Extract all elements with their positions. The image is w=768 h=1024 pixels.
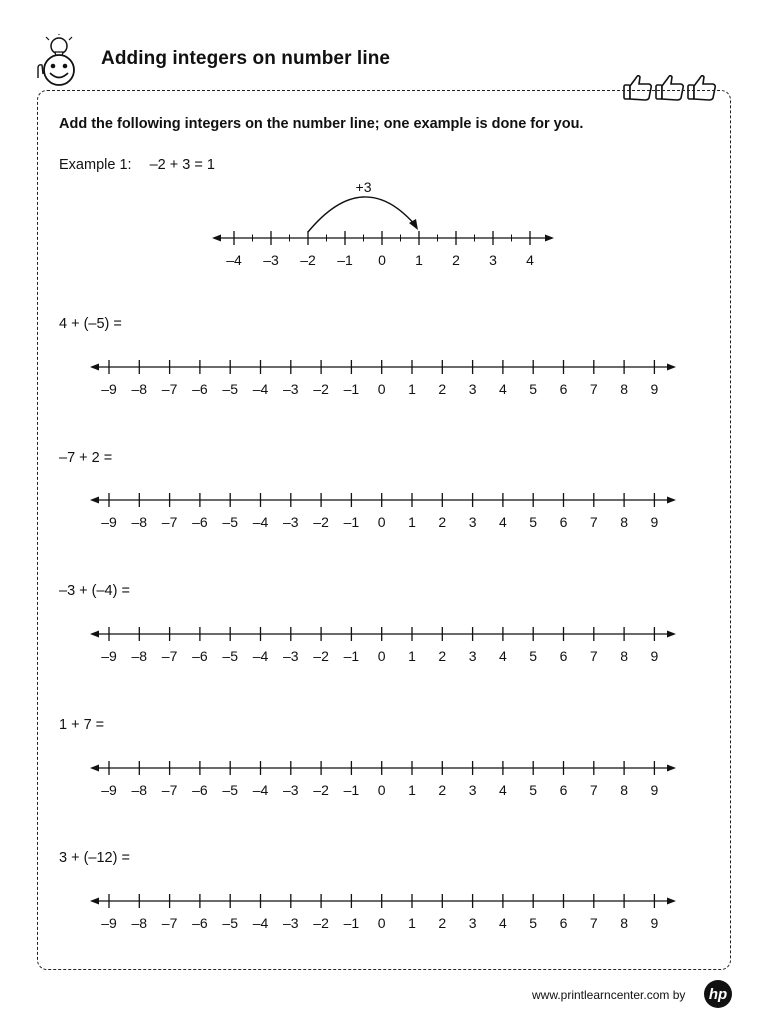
tick-label: –3 <box>283 381 299 397</box>
tick-label: 0 <box>377 381 386 397</box>
tick-label: 6 <box>559 648 568 664</box>
tick-label: –8 <box>131 514 148 530</box>
tick-label: 8 <box>620 915 628 931</box>
hp-logo-text: hp <box>708 986 728 1003</box>
tick-label: –5 <box>222 915 238 931</box>
tick-label: –9 <box>101 648 117 664</box>
tick-label: –3 <box>283 915 299 931</box>
tick-label: –6 <box>192 648 208 664</box>
tick-label: –3 <box>263 252 279 268</box>
tick-label: 6 <box>559 915 568 931</box>
tick-label: –4 <box>252 648 269 664</box>
tick-label: 3 <box>468 381 477 397</box>
tick-label: 2 <box>438 782 447 798</box>
right-arrow-icon <box>667 898 676 905</box>
tick-label: 9 <box>650 514 659 530</box>
tick-label: 9 <box>650 381 659 397</box>
tick-label: –6 <box>192 915 208 931</box>
example-equation: –2 + 3 = 1 <box>149 157 215 173</box>
instructions: Add the following integers on the number line; one example is done for you. <box>59 116 584 132</box>
tick-label: 2 <box>438 915 447 931</box>
tick-label: 0 <box>377 648 386 664</box>
tick-label: –8 <box>131 782 148 798</box>
left-arrow-icon <box>212 235 221 242</box>
tick-label: 8 <box>620 514 628 530</box>
tick-label: 4 <box>526 252 534 268</box>
tick-label: –5 <box>222 782 238 798</box>
tick-label: 3 <box>468 648 477 664</box>
tick-label: –9 <box>101 514 117 530</box>
tick-label: 9 <box>650 782 659 798</box>
tick-label: 3 <box>489 252 497 268</box>
tick-label: –6 <box>192 514 208 530</box>
tick-label: 1 <box>408 648 416 664</box>
tick-label: –5 <box>222 381 238 397</box>
problem-prompt-3: –3 + (–4) = <box>59 583 130 599</box>
tick-label: 7 <box>589 514 598 530</box>
tick-label: 5 <box>529 514 538 530</box>
tick-label: 1 <box>408 915 416 931</box>
right-arrow-icon <box>667 631 676 638</box>
tick-label: –4 <box>252 915 269 931</box>
tick-label: –8 <box>131 381 148 397</box>
example-title: Example 1: <box>59 157 132 173</box>
tick-label: 0 <box>377 514 386 530</box>
tick-label: –8 <box>131 915 148 931</box>
tick-label: –6 <box>192 782 208 798</box>
tick-label: –1 <box>343 381 360 397</box>
tick-label: 4 <box>499 381 507 397</box>
tick-label: –9 <box>101 915 117 931</box>
right-arrow-icon <box>667 765 676 772</box>
right-arrow-icon <box>667 497 676 504</box>
tick-label: –8 <box>131 648 148 664</box>
tick-label: –3 <box>283 648 299 664</box>
tick-label: 2 <box>452 252 460 268</box>
tick-label: –1 <box>343 514 360 530</box>
tick-label: –9 <box>101 782 117 798</box>
tick-label: 2 <box>438 514 447 530</box>
footer-text: www.printlearncenter.com by <box>532 988 686 1002</box>
tick-label: –7 <box>161 381 178 397</box>
tick-label: –1 <box>343 648 360 664</box>
tick-label: 3 <box>468 915 477 931</box>
tick-label: 4 <box>499 782 507 798</box>
left-arrow-icon <box>90 765 99 772</box>
left-arrow-icon <box>90 364 99 371</box>
right-arrow-icon <box>545 235 554 242</box>
tick-label: 5 <box>529 782 538 798</box>
problem-prompt-1: 4 + (–5) = <box>59 316 122 332</box>
tick-label: –5 <box>222 648 238 664</box>
tick-label: 5 <box>529 381 538 397</box>
tick-label: 3 <box>468 514 477 530</box>
tick-label: 4 <box>499 915 507 931</box>
tick-label: –4 <box>252 381 269 397</box>
tick-label: 4 <box>499 648 507 664</box>
left-arrow-icon <box>90 631 99 638</box>
tick-label: –9 <box>101 381 117 397</box>
tick-label: –5 <box>222 514 238 530</box>
tick-label: 1 <box>415 252 423 268</box>
page-title: Adding integers on number line <box>101 48 391 69</box>
tick-label: –2 <box>313 648 329 664</box>
tick-label: 0 <box>377 782 386 798</box>
tick-label: 1 <box>408 782 416 798</box>
tick-label: –3 <box>283 782 299 798</box>
tick-label: –7 <box>161 915 178 931</box>
tick-label: 1 <box>408 381 416 397</box>
tick-label: –2 <box>300 252 316 268</box>
left-arrow-icon <box>90 497 99 504</box>
tick-label: –2 <box>313 381 329 397</box>
tick-label: 1 <box>408 514 416 530</box>
left-arrow-icon <box>90 898 99 905</box>
tick-label: 5 <box>529 915 538 931</box>
tick-label: 2 <box>438 648 447 664</box>
tick-label: 9 <box>650 915 659 931</box>
tick-label: –1 <box>343 782 360 798</box>
tick-label: 7 <box>589 648 598 664</box>
tick-label: 7 <box>589 782 598 798</box>
tick-label: 7 <box>589 915 598 931</box>
tick-label: 8 <box>620 782 628 798</box>
tick-label: 8 <box>620 381 628 397</box>
tick-label: 6 <box>559 782 568 798</box>
tick-label: –2 <box>313 782 329 798</box>
tick-label: 6 <box>559 514 568 530</box>
jump-label: +3 <box>355 179 372 195</box>
tick-label: 5 <box>529 648 538 664</box>
tick-label: –7 <box>161 648 178 664</box>
tick-label: –4 <box>226 252 242 268</box>
tick-label: –7 <box>161 514 178 530</box>
tick-label: 3 <box>468 782 477 798</box>
tick-label: 7 <box>589 381 598 397</box>
problem-prompt-4: 1 + 7 = <box>59 717 105 733</box>
problem-prompt-2: –7 + 2 = <box>59 450 113 466</box>
jump-arc <box>308 197 416 232</box>
tick-label: 0 <box>377 915 386 931</box>
tick-label: –1 <box>337 252 353 268</box>
tick-label: 4 <box>499 514 507 530</box>
problem-prompt-5: 3 + (–12) = <box>59 850 130 866</box>
tick-label: –2 <box>313 514 329 530</box>
tick-label: –4 <box>252 514 269 530</box>
right-arrow-icon <box>667 364 676 371</box>
tick-label: –2 <box>313 915 329 931</box>
tick-label: –7 <box>161 782 178 798</box>
tick-label: 8 <box>620 648 628 664</box>
tick-label: –1 <box>343 915 360 931</box>
hp-logo <box>703 979 733 1009</box>
tick-label: 9 <box>650 648 659 664</box>
tick-label: –4 <box>252 782 269 798</box>
tick-label: –6 <box>192 381 208 397</box>
tick-label: 0 <box>378 252 386 268</box>
tick-label: –3 <box>283 514 299 530</box>
tick-label: 6 <box>559 381 568 397</box>
tick-label: 2 <box>438 381 447 397</box>
